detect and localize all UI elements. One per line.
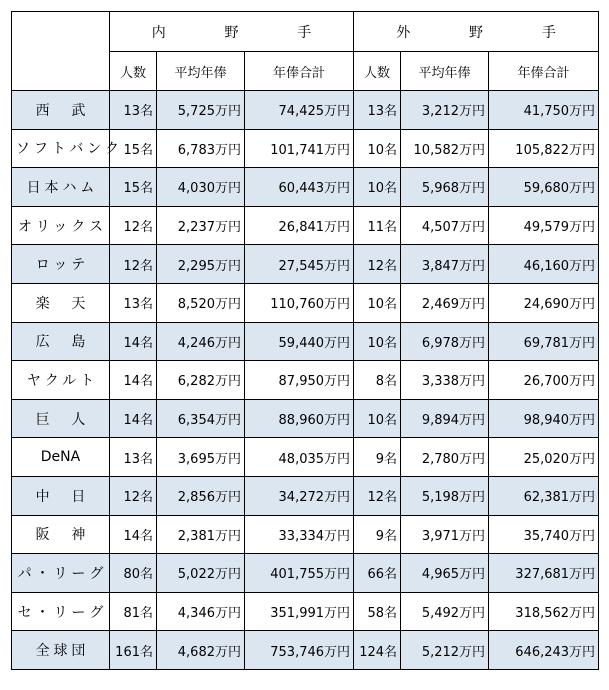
salary-table: [11, 11, 599, 670]
team-name-cell: 中 日: [12, 476, 110, 515]
in-total-cell: 74,425万円: [245, 91, 354, 130]
out-count-cell: 58名: [354, 592, 401, 631]
team-name-cell: 全球団: [12, 631, 110, 670]
out-count-cell: 10名: [354, 322, 401, 361]
table-row: [12, 592, 599, 631]
in-avg-cell: 2,381万円: [157, 515, 245, 554]
outfield-header: 外 野 手: [354, 12, 599, 52]
in-total-cell: 88,960万円: [245, 399, 354, 438]
in-count-cell: 161名: [110, 631, 157, 670]
out-total-cell: 46,160万円: [489, 245, 599, 284]
team-name-cell: パ・リーグ: [12, 554, 110, 593]
in-avg-cell: 2,237万円: [157, 206, 245, 245]
out-count-cell: 12名: [354, 245, 401, 284]
in-count-cell: 13名: [110, 438, 157, 477]
out-count-cell: 10名: [354, 168, 401, 207]
table-row: [12, 631, 599, 670]
out-avg-cell: 3,338万円: [401, 361, 489, 400]
out-avg-cell: 6,978万円: [401, 322, 489, 361]
in-count-cell: 14名: [110, 515, 157, 554]
in-count-cell: 12名: [110, 476, 157, 515]
in-avg-cell: 8,520万円: [157, 283, 245, 322]
out-avg-cell: 5,968万円: [401, 168, 489, 207]
out-avg-cell: 2,469万円: [401, 283, 489, 322]
team-name-cell: 広 島: [12, 322, 110, 361]
table-row: [12, 168, 599, 207]
table-row: [12, 399, 599, 438]
out-total-cell: 26,700万円: [489, 361, 599, 400]
in-avg-cell: 2,856万円: [157, 476, 245, 515]
out-avg-cell: 3,212万円: [401, 91, 489, 130]
in-total-cell: 87,950万円: [245, 361, 354, 400]
in-count-cell: 14名: [110, 322, 157, 361]
in-count-cell: 81名: [110, 592, 157, 631]
in-count-cell: 15名: [110, 168, 157, 207]
team-name-cell: オリックス: [12, 206, 110, 245]
out-total-cell: 62,381万円: [489, 476, 599, 515]
out-avg-cell: 3,847万円: [401, 245, 489, 284]
in-count-cell: 13名: [110, 91, 157, 130]
out-count-cell: 9名: [354, 515, 401, 554]
table-row: [12, 361, 599, 400]
group-header-row: [12, 12, 599, 52]
in-total-cell: 33,334万円: [245, 515, 354, 554]
infield-header: 内 野 手: [110, 12, 354, 52]
team-name-cell: 日本ハム: [12, 168, 110, 207]
out-total-cell: 98,940万円: [489, 399, 599, 438]
out-count-cell: 124名: [354, 631, 401, 670]
in-total-cell: 48,035万円: [245, 438, 354, 477]
out-total-cell: 69,781万円: [489, 322, 599, 361]
out-total-cell: 25,020万円: [489, 438, 599, 477]
in-total-cell: 101,741万円: [245, 129, 354, 168]
in-count-cell: 80名: [110, 554, 157, 593]
out-count-cell: 9名: [354, 438, 401, 477]
out-total-cell: 24,690万円: [489, 283, 599, 322]
in-total-cell: 34,272万円: [245, 476, 354, 515]
in-avg-cell: 6,783万円: [157, 129, 245, 168]
table-row: [12, 515, 599, 554]
out-avg-cell: 5,492万円: [401, 592, 489, 631]
col-out-total: 年俸合計: [489, 52, 599, 91]
out-avg-cell: 4,507万円: [401, 206, 489, 245]
team-name-cell: DeNA: [12, 438, 110, 477]
out-count-cell: 13名: [354, 91, 401, 130]
out-avg-cell: 5,198万円: [401, 476, 489, 515]
out-count-cell: 10名: [354, 399, 401, 438]
table-row: [12, 245, 599, 284]
table-row: [12, 206, 599, 245]
in-avg-cell: 4,682万円: [157, 631, 245, 670]
col-out-avg: 平均年俸: [401, 52, 489, 91]
in-avg-cell: 5,022万円: [157, 554, 245, 593]
out-total-cell: 646,243万円: [489, 631, 599, 670]
in-total-cell: 753,746万円: [245, 631, 354, 670]
team-name-cell: 西 武: [12, 91, 110, 130]
table-row: [12, 129, 599, 168]
in-count-cell: 15名: [110, 129, 157, 168]
table-row: [12, 322, 599, 361]
team-name-cell: セ・リーグ: [12, 592, 110, 631]
in-avg-cell: 3,695万円: [157, 438, 245, 477]
team-name-cell: 阪 神: [12, 515, 110, 554]
in-avg-cell: 2,295万円: [157, 245, 245, 284]
out-avg-cell: 4,965万円: [401, 554, 489, 593]
in-total-cell: 401,755万円: [245, 554, 354, 593]
out-total-cell: 105,822万円: [489, 129, 599, 168]
out-count-cell: 11名: [354, 206, 401, 245]
in-avg-cell: 4,346万円: [157, 592, 245, 631]
out-total-cell: 327,681万円: [489, 554, 599, 593]
out-count-cell: 10名: [354, 283, 401, 322]
table-row: [12, 91, 599, 130]
in-count-cell: 12名: [110, 206, 157, 245]
out-total-cell: 59,680万円: [489, 168, 599, 207]
in-total-cell: 110,760万円: [245, 283, 354, 322]
in-total-cell: 351,991万円: [245, 592, 354, 631]
table-row: [12, 476, 599, 515]
out-count-cell: 10名: [354, 129, 401, 168]
in-total-cell: 26,841万円: [245, 206, 354, 245]
corner-cell: [12, 12, 110, 91]
team-name-cell: 楽 天: [12, 283, 110, 322]
out-count-cell: 12名: [354, 476, 401, 515]
table-row: [12, 283, 599, 322]
in-count-cell: 14名: [110, 399, 157, 438]
in-count-cell: 13名: [110, 283, 157, 322]
out-avg-cell: 9,894万円: [401, 399, 489, 438]
team-name-cell: ソフトバンク: [12, 129, 110, 168]
col-out-count: 人数: [354, 52, 401, 91]
out-avg-cell: 2,780万円: [401, 438, 489, 477]
out-count-cell: 66名: [354, 554, 401, 593]
out-total-cell: 318,562万円: [489, 592, 599, 631]
team-name-cell: ロッテ: [12, 245, 110, 284]
out-total-cell: 41,750万円: [489, 91, 599, 130]
team-name-cell: ヤクルト: [12, 361, 110, 400]
in-avg-cell: 6,282万円: [157, 361, 245, 400]
out-count-cell: 8名: [354, 361, 401, 400]
col-in-count: 人数: [110, 52, 157, 91]
col-in-total: 年俸合計: [245, 52, 354, 91]
out-avg-cell: 3,971万円: [401, 515, 489, 554]
in-count-cell: 12名: [110, 245, 157, 284]
in-avg-cell: 4,030万円: [157, 168, 245, 207]
in-avg-cell: 6,354万円: [157, 399, 245, 438]
team-name-cell: 巨 人: [12, 399, 110, 438]
in-total-cell: 59,440万円: [245, 322, 354, 361]
in-avg-cell: 5,725万円: [157, 91, 245, 130]
out-avg-cell: 5,212万円: [401, 631, 489, 670]
out-total-cell: 49,579万円: [489, 206, 599, 245]
col-in-avg: 平均年俸: [157, 52, 245, 91]
table-row: [12, 554, 599, 593]
in-count-cell: 14名: [110, 361, 157, 400]
table-body: [12, 91, 599, 670]
in-total-cell: 27,545万円: [245, 245, 354, 284]
out-avg-cell: 10,582万円: [401, 129, 489, 168]
in-total-cell: 60,443万円: [245, 168, 354, 207]
in-avg-cell: 4,246万円: [157, 322, 245, 361]
table-row: [12, 438, 599, 477]
out-total-cell: 35,740万円: [489, 515, 599, 554]
